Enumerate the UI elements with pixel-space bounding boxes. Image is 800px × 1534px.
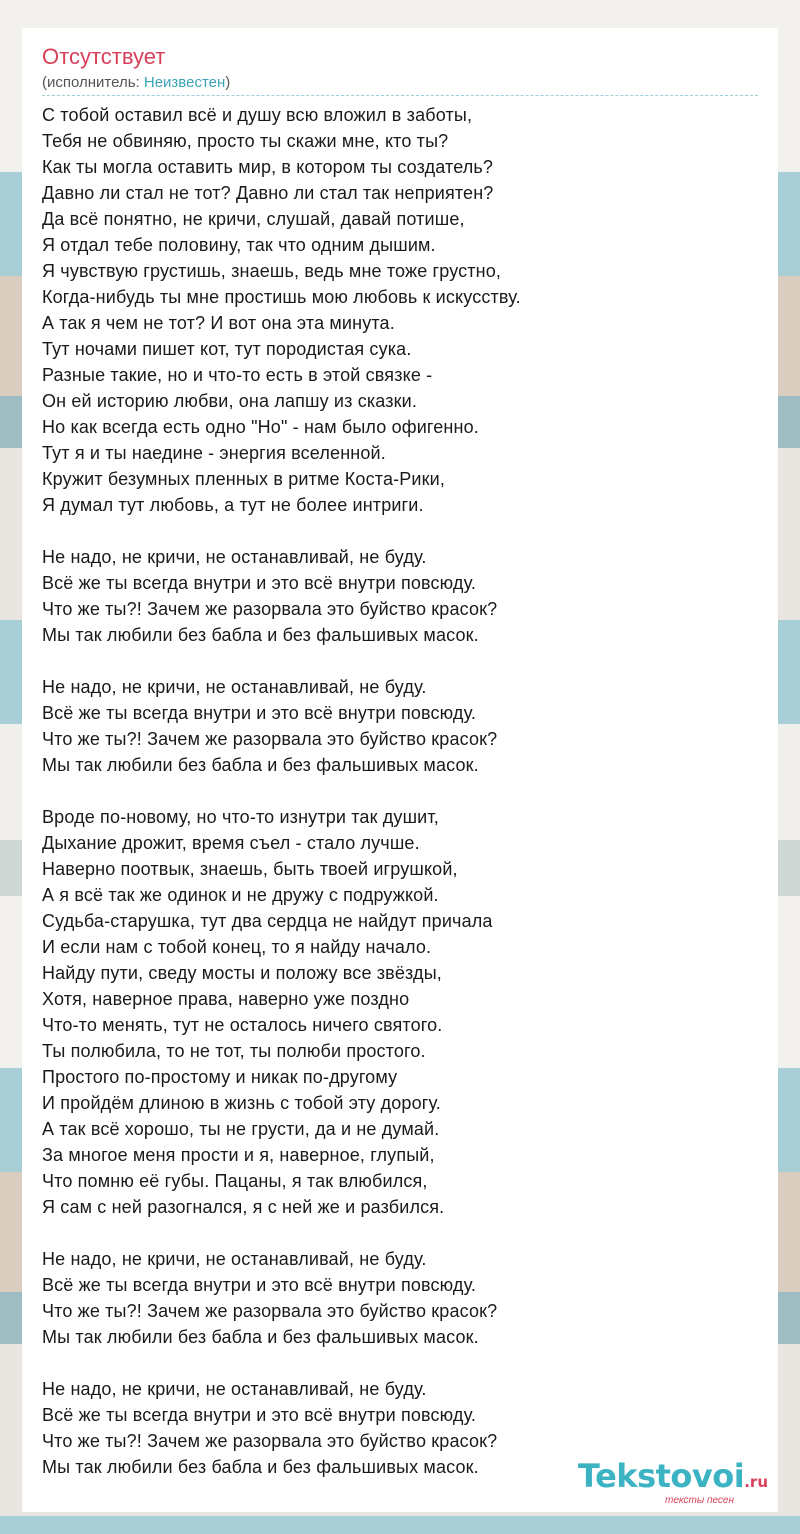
lyric-line: Вроде по-новому, но что-то изнутри так душит, <box>42 807 439 827</box>
lyrics-card <box>22 28 778 1512</box>
stanza-gap <box>42 648 758 674</box>
lyric-line: Кружит безумных пленных в ритме Коста-Рики, <box>42 469 445 489</box>
lyric-line: А так всё хорошо, ты не грусти, да и не думай. <box>42 1119 440 1139</box>
lyrics-text <box>42 102 758 1480</box>
lyric-line: А так я чем не тот? И вот она эта минута. <box>42 313 395 333</box>
lyric-line: За многое меня прости и я, наверное, глупый, <box>42 1145 435 1165</box>
lyric-line: Как ты могла оставить мир, в котором ты создатель? <box>42 157 494 177</box>
lyric-line: Найду пути, сведу мосты и положу все звёзды, <box>42 963 442 983</box>
song-header <box>42 44 758 96</box>
lyric-line: Тут ночами пишет кот, тут породистая сука. <box>42 339 412 359</box>
lyric-line: Что помню её губы. Пацаны, я так влюбился, <box>42 1171 428 1191</box>
lyric-line: Мы так любили без бабла и без фальшивых масок. <box>42 1457 479 1477</box>
lyric-line: Я думал тут любовь, а тут не более интриги. <box>42 495 424 515</box>
artist-suffix: ) <box>225 74 231 91</box>
lyric-line: Я чувствую грустишь, знаешь, ведь мне тоже грустно, <box>42 261 502 281</box>
logo-name: Tekstovoi <box>578 1457 745 1495</box>
lyric-line: Тут я и ты наедине - энергия вселенной. <box>42 443 386 463</box>
lyric-line: И если нам с тобой конец, то я найду начало. <box>42 937 432 957</box>
lyric-line: Что же ты?! Зачем же разорвала это буйство красок? <box>42 599 498 619</box>
artist-link[interactable]: Неизвестен <box>143 74 226 91</box>
lyric-line: Разные такие, но и что-то есть в этой связке - <box>42 365 433 385</box>
lyric-line: Давно ли стал не тот? Давно ли стал так неприятен? <box>42 183 494 203</box>
lyric-line: Мы так любили без бабла и без фальшивых масок. <box>42 625 479 645</box>
logo-wordmark <box>578 1459 768 1499</box>
artist-prefix: (исполнитель: <box>42 74 144 91</box>
lyric-line: С тобой оставил всё и душу всю вложил в заботы, <box>42 105 473 125</box>
lyric-line: Не надо, не кричи, не останавливай, не буду. <box>42 547 427 567</box>
lyric-line: Дыхание дрожит, время съел - стало лучше. <box>42 833 420 853</box>
lyric-line: Всё же ты всегда внутри и это всё внутри повсюду. <box>42 703 477 723</box>
lyric-line: Что же ты?! Зачем же разорвала это буйство красок? <box>42 729 498 749</box>
stanza-gap <box>42 518 758 544</box>
stanza-gap <box>42 1220 758 1246</box>
lyric-line: Я сам с ней разогнался, я с ней же и разбился. <box>42 1197 445 1217</box>
song-title: Отсутствует <box>42 44 166 69</box>
lyric-line: Он ей историю любви, она лапшу из сказки. <box>42 391 418 411</box>
lyric-line: Простого по-простому и никак по-другому <box>42 1067 398 1087</box>
lyric-line: Да всё понятно, не кричи, слушай, давай потише, <box>42 209 465 229</box>
lyric-line: Что же ты?! Зачем же разорвала это буйство красок? <box>42 1301 498 1321</box>
lyric-line: Всё же ты всегда внутри и это всё внутри повсюду. <box>42 1405 477 1425</box>
logo-tld: .ru <box>744 1473 768 1491</box>
lyric-line: Что же ты?! Зачем же разорвала это буйство красок? <box>42 1431 498 1451</box>
lyric-line: Не надо, не кричи, не останавливай, не буду. <box>42 1379 427 1399</box>
logo-tagline: тексты песен <box>665 1495 734 1506</box>
lyric-line: И пройдём длиною в жизнь с тобой эту дорогу. <box>42 1093 441 1113</box>
lyric-line: Всё же ты всегда внутри и это всё внутри повсюду. <box>42 573 477 593</box>
lyric-line: Не надо, не кричи, не останавливай, не буду. <box>42 677 427 697</box>
lyric-line: Что-то менять, тут не осталось ничего святого. <box>42 1015 443 1035</box>
artist-line <box>42 73 758 96</box>
lyric-line: Я отдал тебе половину, так что одним дышим. <box>42 235 436 255</box>
lyric-line: А я всё так же одинок и не дружу с подружкой. <box>42 885 439 905</box>
lyric-line: Судьба-старушка, тут два сердца не найдут причала <box>42 911 493 931</box>
lyric-line: Тебя не обвиняю, просто ты скажи мне, кто ты? <box>42 131 449 151</box>
lyric-line: Мы так любили без бабла и без фальшивых масок. <box>42 1327 479 1347</box>
lyric-line: Но как всегда есть одно "Но" - нам было офигенно. <box>42 417 479 437</box>
site-logo[interactable] <box>578 1459 768 1506</box>
lyric-line: Не надо, не кричи, не останавливай, не буду. <box>42 1249 427 1269</box>
stanza-gap <box>42 1350 758 1376</box>
lyric-line: Наверно поотвык, знаешь, быть твоей игрушкой, <box>42 859 458 879</box>
stanza-gap <box>42 778 758 804</box>
lyric-line: Хотя, наверное права, наверно уже поздно <box>42 989 410 1009</box>
lyric-line: Мы так любили без бабла и без фальшивых масок. <box>42 755 479 775</box>
lyric-line: Когда-нибудь ты мне простишь мою любовь к искусству. <box>42 287 521 307</box>
lyric-line: Ты полюбила, то не тот, ты полюби простого. <box>42 1041 426 1061</box>
lyric-line: Всё же ты всегда внутри и это всё внутри повсюду. <box>42 1275 477 1295</box>
